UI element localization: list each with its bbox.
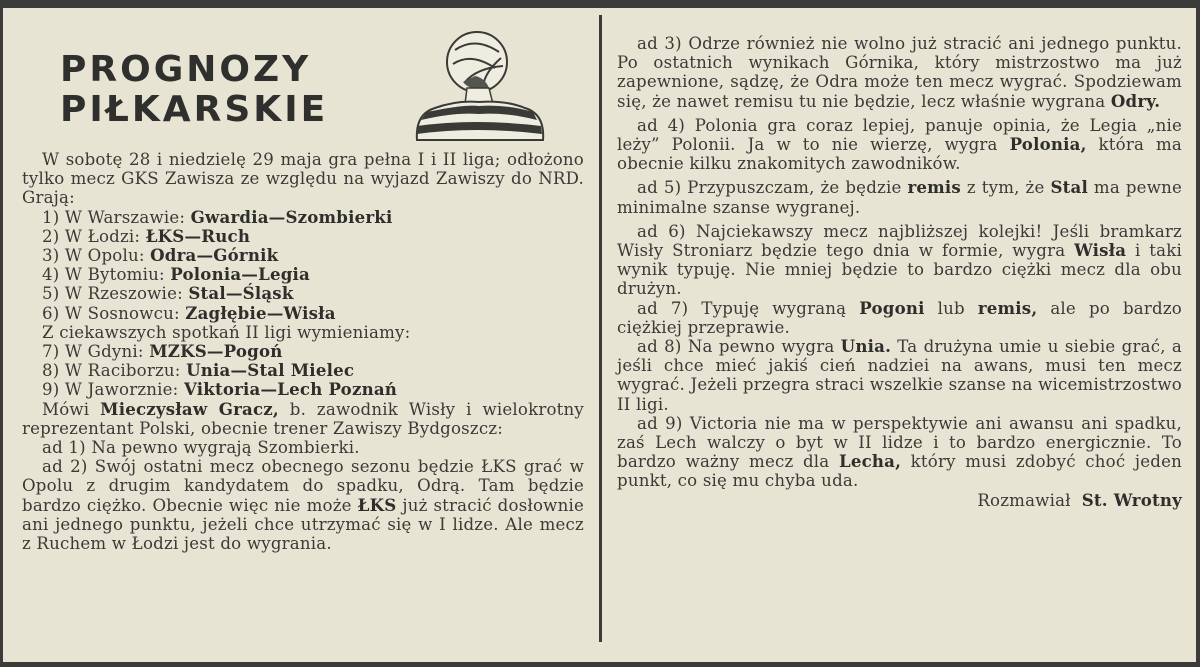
right-column [617,34,1182,510]
left-column [22,150,584,553]
match-item: 1) W Warszawie: Gwardia—Szombierki [42,206,393,227]
speaker-intro: Mówi Mieczysław Gracz, b. zawodnik Wisły i wielokrotny reprezentant Polski, obecnie trener Zawiszy Bydgoszcz: [22,398,584,438]
intro-paragraph: W sobotę 28 i niedzielę 29 maja gra pełna I i II liga; odłożono tylko mecz GKS Zawisza ze względu na wyjazd Zawiszy do NRD. Grają: [22,150,584,208]
column-divider-rule [599,15,602,642]
football-player-head-ball-icon [405,22,555,144]
match-item: 5) W Rzeszowie: Stal—Śląsk [42,283,294,304]
match-item: 2) W Łodzi: ŁKS—Ruch [42,225,251,246]
top-border-rule [0,0,1200,8]
headline-line-2: PIŁKARSKIE [60,89,329,130]
headline-line-1: PROGNOZY [60,49,312,90]
right-border-rule [1196,8,1200,665]
prediction-1: ad 1) Na pewno wygrają Szombierki. [42,438,360,458]
prediction-3: ad 3) Odrze również nie wolno już stracić ani jednego punktu. Po ostatnich wynikach Górnika, który mistrzostwo ma już zapewnione, sądzę, że Odra może ten mecz wygrać. Spodziewam się, że nawet remisu tu nie będzie, lecz właśnie wygrana Odry. [617,34,1182,111]
prediction-9: ad 9) Victoria nie ma w perspektywie ani awansu ani spadku, zaś Lech walczy o byt w II lidze i to bardzo energicznie. To bardzo ważny mecz dla Lecha, który musi zdobyć choć jeden punkt, co się mu chyba uda. [617,413,1182,491]
match-item: 6) W Sosnowcu: Zagłębie—Wisła [42,302,336,323]
match-item: 7) W Gdyni: MZKS—Pogoń [42,341,283,362]
match-item: 3) W Opolu: Odra—Górnik [42,245,279,266]
left-border-rule [0,8,3,665]
bottom-border-rule [0,662,1200,667]
match-item: 9) W Jaworznie: Viktoria—Lech Poznań [42,379,398,400]
prediction-2: ad 2) Swój ostatni mecz obecnego sezonu będzie ŁKS grać w Opolu z drugim kandydatem do spadku, Odrą. Tam będzie bardzo ciężko. Obecnie więc nie może ŁKS już stracić dosłownie ani jednego punktu, jeżeli chce utrzymać się w I lidze. Ale mecz z Ruchem w Łodzi jest do wygrania. [22,457,584,554]
match-item: 8) W Raciborzu: Unia—Stal Mielec [42,360,355,381]
prediction-8: ad 8) Na pewno wygra Unia. Ta drużyna umie u siebie grać, a jeśli chce mieć jakiś cień nadziei na awans, musi ten mecz wygrać. Jeżeli przegra straci wszelkie szanse na wicemistrzostwo II ligi. [617,336,1182,414]
match-item: 4) W Bytomiu: Polonia—Legia [42,264,310,285]
second-league-intro: Z ciekawszych spotkań II ligi wymieniamy: [42,322,411,342]
prediction-7: ad 7) Typuję wygraną Pogoni lub remis, ale po bardzo ciężkiej przeprawie. [617,297,1182,337]
article-headline [60,50,328,130]
author-signature: Rozmawiał St. Wrotny [977,489,1182,510]
prediction-4: ad 4) Polonia gra coraz lepiej, panuje opinia, że Legia „nie leży” Polonii. Ja w to nie wierzę, wygra Polonia, która ma obecnie kilku znakomitych zawodników. [617,115,1183,174]
prediction-5: ad 5) Przypuszczam, że będzie remis z tym, że Stal ma pewne minimalne szanse wygranej. [617,177,1183,217]
prediction-6: ad 6) Najciekawszy mecz najbliższej kolejki! Jeśli bramkarz Wisły Stroniarz będzie tego dnia w formie, wygra Wisła i taki wynik typuję. Nie mniej będzie to bardzo ciężki mecz dla obu drużyn. [617,221,1182,299]
